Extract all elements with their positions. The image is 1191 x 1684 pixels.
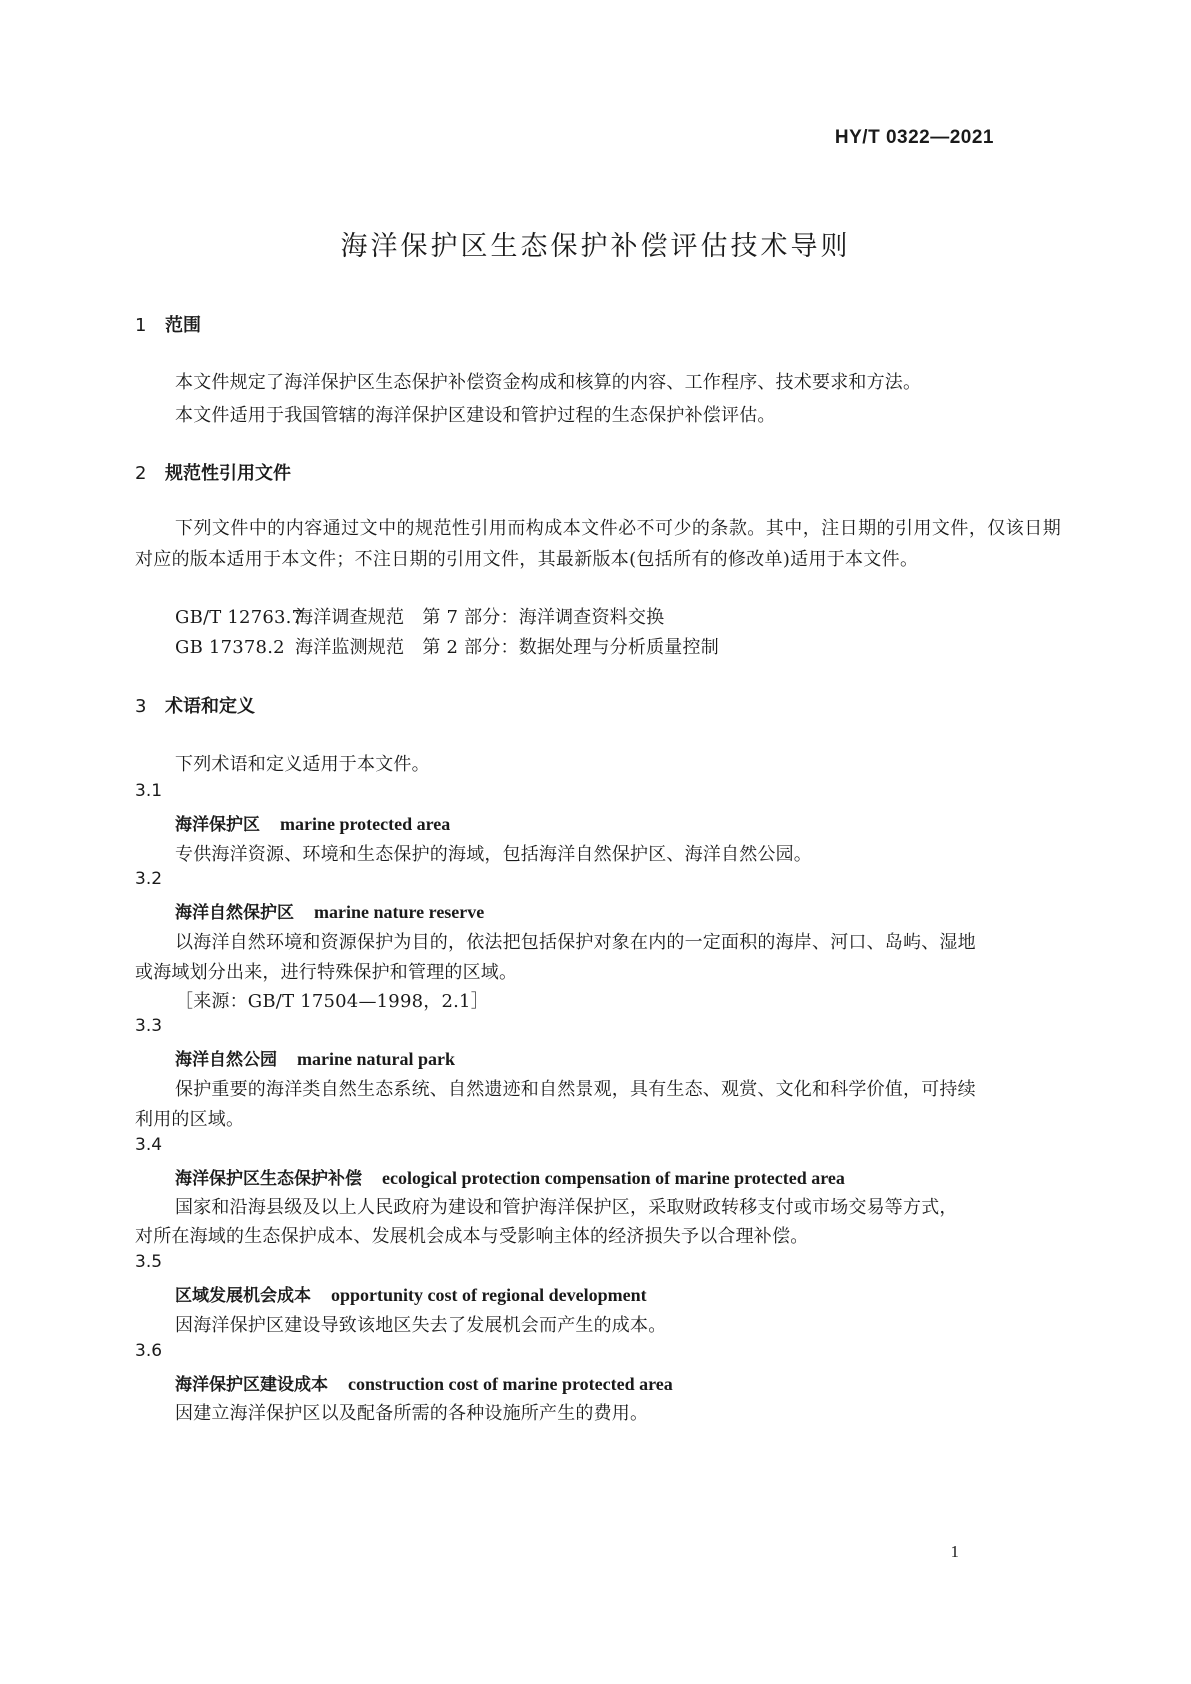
term-heading <box>175 1164 845 1189</box>
section-title: 术语和定义 <box>165 696 255 717</box>
paragraph: 下列术语和定义适用于本文件。 <box>175 754 430 775</box>
term-zh: 海洋保护区 <box>175 815 260 835</box>
term-definition: 以海洋自然环境和资源保护为目的，依法把包括保护对象在内的一定面积的海岸、河口、岛屿、湿地 <box>175 932 976 953</box>
term-number: 3.4 <box>135 1135 163 1155</box>
normative-reference <box>175 603 664 629</box>
section-number: 3 <box>135 696 147 717</box>
section-title: 规范性引用文件 <box>165 463 291 484</box>
term-definition: 保护重要的海洋类自然生态系统、自然遗迹和自然景观，具有生态、观赏、文化和科学价值，可持续 <box>175 1079 976 1100</box>
term-definition: 对所在海域的生态保护成本、发展机会成本与受影响主体的经济损失予以合理补偿。 <box>135 1226 809 1247</box>
term-en: marine nature reserve <box>314 902 485 922</box>
reference-code: GB/T 12763.7 <box>175 607 304 628</box>
term-en: construction cost of marine protected area <box>348 1374 673 1394</box>
document-title: 海洋保护区生态保护补偿评估技术导则 <box>340 231 851 262</box>
reference-code: GB 17378.2 <box>175 637 285 658</box>
term-heading <box>175 1045 455 1070</box>
normative-reference <box>175 633 719 659</box>
term-number: 3.1 <box>135 781 163 801</box>
section-3-heading <box>135 692 255 718</box>
term-number: 3.3 <box>135 1016 163 1036</box>
section-number: 1 <box>135 315 147 336</box>
standard-code: HY/T 0322—2021 <box>834 127 994 148</box>
paragraph: 本文件适用于我国管辖的海洋保护区建设和管护过程的生态保护补偿评估。 <box>175 405 776 426</box>
paragraph: 下列文件中的内容通过文中的规范性引用而构成本文件必不可少的条款。其中，注日期的引用文件，仅该日期对应的版本适用于本文件；不注日期的引用文件，其最新版本(包括所有的修改单)适用于本文件。 <box>135 518 1061 570</box>
term-heading <box>175 1281 647 1306</box>
term-definition: 专供海洋资源、环境和生态保护的海域，包括海洋自然保护区、海洋自然公园。 <box>175 844 812 865</box>
term-heading <box>175 1370 673 1395</box>
reference-title: 海洋调查规范 第 7 部分：海洋调查资料交换 <box>295 607 665 628</box>
term-en: marine protected area <box>280 814 451 834</box>
term-zh: 海洋自然公园 <box>175 1050 277 1070</box>
term-zh: 区域发展机会成本 <box>175 1286 311 1306</box>
paragraph: 本文件规定了海洋保护区生态保护补偿资金构成和核算的内容、工作程序、技术要求和方法。 <box>175 372 922 393</box>
section-title: 范围 <box>165 315 201 336</box>
term-number: 3.5 <box>135 1252 163 1272</box>
term-number: 3.6 <box>135 1341 163 1361</box>
page-number: 1 <box>950 1542 959 1561</box>
section-number: 2 <box>135 463 147 484</box>
term-source: ［来源：GB/T 17504—1998，2.1］ <box>175 991 489 1012</box>
term-definition: 利用的区域。 <box>135 1109 245 1130</box>
term-en: opportunity cost of regional development <box>331 1285 647 1305</box>
section-2-heading <box>135 459 291 485</box>
term-heading <box>175 810 450 835</box>
term-zh: 海洋保护区生态保护补偿 <box>175 1169 362 1189</box>
term-zh: 海洋保护区建设成本 <box>175 1375 328 1395</box>
term-definition: 或海域划分出来，进行特殊保护和管理的区域。 <box>135 962 518 983</box>
term-en: ecological protection compensation of marine protected area <box>382 1168 845 1188</box>
term-zh: 海洋自然保护区 <box>175 903 294 923</box>
section-1-heading <box>135 311 201 337</box>
term-definition: 国家和沿海县级及以上人民政府为建设和管护海洋保护区，采取财政转移支付或市场交易等方式， <box>175 1197 958 1218</box>
reference-title: 海洋监测规范 第 2 部分：数据处理与分析质量控制 <box>295 637 719 658</box>
term-number: 3.2 <box>135 869 163 889</box>
term-definition: 因海洋保护区建设导致该地区失去了发展机会而产生的成本。 <box>175 1315 667 1336</box>
term-en: marine natural park <box>297 1049 456 1069</box>
term-heading <box>175 898 484 923</box>
term-definition: 因建立海洋保护区以及配备所需的各种设施所产生的费用。 <box>175 1403 649 1424</box>
